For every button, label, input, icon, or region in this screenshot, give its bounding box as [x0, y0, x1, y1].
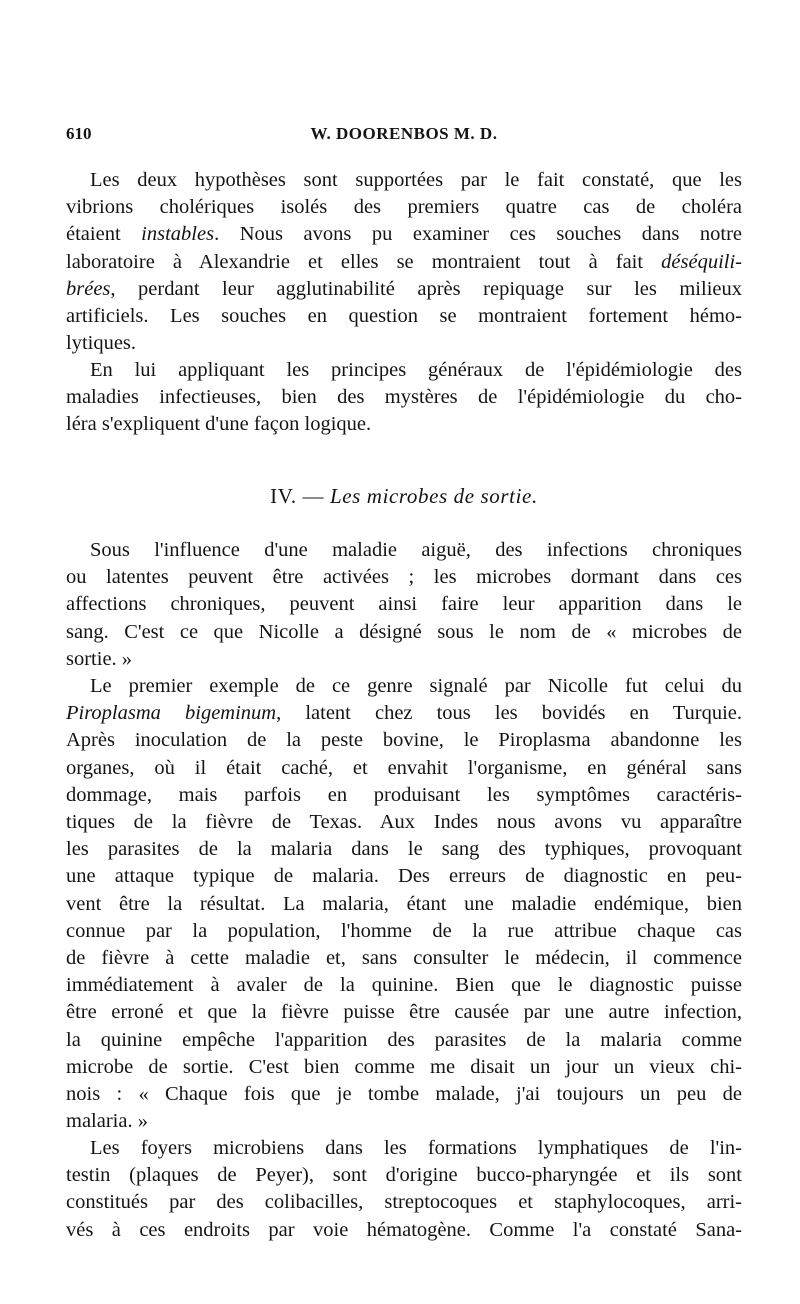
text-line: Après inoculation de la peste bovine, le Piroplasma abandonne les	[66, 729, 742, 752]
text-line: vent être la résultat. La malaria, étant une maladie endémique, bien	[66, 892, 742, 915]
text-line: étaient instables. Nous avons pu examiner ces souches dans notre	[66, 223, 742, 246]
paragraph-4	[66, 673, 742, 1135]
book-page	[66, 0, 742, 1304]
text-line: sang. C'est ce que Nicolle a désigné sous le nom de « microbes de	[66, 620, 742, 643]
text-line: organes, où il était caché, et envahit l'organisme, en général sans	[66, 756, 742, 779]
italic-term: brées	[66, 277, 111, 300]
text-line: malaria. »	[66, 1110, 148, 1133]
text-line: sortie. »	[66, 647, 133, 670]
text-line: être erroné et que la fièvre puisse être causée par une autre infection,	[66, 1001, 742, 1024]
text-line: testin (plaques de Peyer), sont d'origine bucco-pharyngée et ils sont	[66, 1164, 742, 1187]
text-line: les parasites de la malaria dans le sang des typhiques, provoquant	[66, 838, 742, 861]
text-line: lytiques.	[66, 332, 137, 355]
text-line: En lui appliquant les principes généraux de l'épidémiologie des	[90, 359, 742, 381]
paragraph-3	[66, 537, 742, 673]
text-line: maladies infectieuses, bien des mystères de l'épidémiologie du cho-	[66, 386, 742, 409]
text-line: Les foyers microbiens dans les formations lymphatiques de l'in-	[90, 1137, 742, 1159]
text-line: nois : « Chaque fois que je tombe malade, j'ai toujours un peu de	[66, 1083, 742, 1106]
text-line: brées, perdant leur agglutinabilité après repiquage sur les milieux	[66, 277, 742, 300]
paragraph-1	[66, 167, 742, 357]
text-line: connue par la population, l'homme de la rue attribue chaque cas	[66, 919, 742, 942]
text-line: la quinine empêche l'apparition des parasites de la malaria comme	[66, 1028, 742, 1051]
paragraph-5	[66, 1135, 742, 1244]
italic-term: instables	[141, 223, 215, 246]
text-line: affections chroniques, peuvent ainsi faire leur apparition dans le	[66, 593, 742, 616]
text-line: constitués par des colibacilles, streptocoques et staphylocoques, arri-	[66, 1191, 742, 1214]
text-line: dommage, mais parfois en produisant les symptômes caractéris-	[66, 783, 742, 806]
italic-term: Piroplasma bigeminum	[66, 702, 277, 725]
section-number: IV. —	[270, 484, 325, 508]
text-line: vés à ces endroits par voie hématogène. Comme l'a constaté Sana-	[66, 1218, 742, 1241]
paragraph-2	[66, 357, 742, 439]
text-line: tiques de la fièvre de Texas. Aux Indes nous avons vu apparaître	[66, 811, 742, 834]
text-line: immédiatement à avaler de la quinine. Bien que le diagnostic puisse	[66, 974, 742, 997]
text-line: Piroplasma bigeminum, latent chez tous les bovidés en Turquie.	[66, 702, 742, 725]
section-title: Les microbes de sortie.	[329, 484, 538, 508]
running-title: W. DOORENBOS M. D.	[310, 124, 498, 143]
text-line: léra s'expliquent d'une façon logique.	[66, 413, 372, 436]
page-number: 610	[66, 124, 92, 143]
text-line: Sous l'influence d'une maladie aiguë, des infections chroniques	[90, 539, 742, 561]
text-line: artificiels. Les souches en question se montraient fortement hémo-	[66, 305, 742, 328]
text-line: microbe de sortie. C'est bien comme me disait un jour un vieux chi-	[66, 1055, 742, 1078]
text-line: Le premier exemple de ce genre signalé par Nicolle fut celui du	[90, 675, 742, 697]
text-line: une attaque typique de malaria. Des erreurs de diagnostic en peu-	[66, 865, 742, 888]
running-head	[66, 124, 742, 148]
text-line: de fièvre à cette maladie et, sans consulter le médecin, il commence	[66, 947, 742, 970]
italic-term: déséquili-	[661, 250, 742, 273]
text-line: laboratoire à Alexandrie et elles se montraient tout à fait déséquili-	[66, 250, 742, 273]
text-line: ou latentes peuvent être activées ; les microbes dormant dans ces	[66, 566, 742, 589]
text-line: Les deux hypothèses sont supportées par le fait constaté, que les	[90, 169, 742, 191]
text-line: vibrions cholériques isolés des premiers quatre cas de choléra	[66, 196, 742, 219]
section-heading	[66, 482, 742, 510]
